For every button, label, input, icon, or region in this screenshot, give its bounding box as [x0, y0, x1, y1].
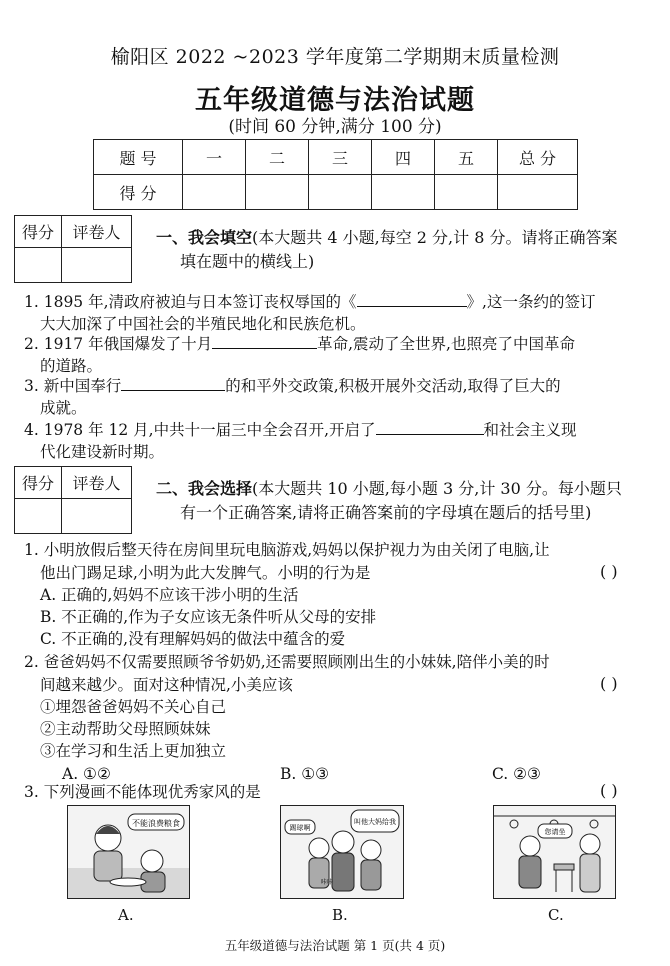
- q2-cont: 的道路。: [40, 357, 103, 375]
- option-b: B. ①③: [280, 765, 330, 783]
- cartoon-a[interactable]: [67, 805, 190, 899]
- score-row-label: 得 分: [94, 175, 183, 210]
- answer-blank[interactable]: [121, 374, 225, 391]
- cartoon-b[interactable]: [280, 805, 404, 899]
- statement-1: ①埋怨爸爸妈妈不关心自己: [40, 698, 227, 716]
- speech-bubble: 不能浪费粮食: [132, 819, 180, 828]
- q1-text: 》,这一条约的签订: [466, 293, 596, 311]
- speech-bubble: 咔咔: [321, 879, 334, 886]
- q4-cont: 代化建设新时期。: [40, 443, 165, 461]
- answer-blank[interactable]: [357, 290, 467, 307]
- choice-question-2-cont: 间越来越少。面对这种情况,小美应该: [40, 676, 293, 694]
- grader-score-label: 得分: [15, 467, 62, 499]
- fill-question-1: [24, 290, 664, 314]
- section2-desc: (本大题共 10 小题,每小题 3 分,计 30 分。每小题只: [252, 479, 622, 498]
- fill-question-4: [24, 418, 664, 442]
- choice-question-2: 2. 爸爸妈妈不仅需要照顾爷爷奶奶,还需要照顾刚出生的小妹妹,陪伴小美的时: [24, 653, 550, 671]
- choice-question-1-cont: 他出门踢足球,小明为此大发脾气。小明的行为是: [40, 564, 371, 582]
- choice-question-3: 3. 下列漫画不能体现优秀家风的是: [24, 783, 261, 801]
- page-footer: 五年级道德与法治试题 第 1 页(共 4 页): [224, 938, 446, 953]
- cartoon-b-caption: B.: [332, 906, 348, 924]
- q3-text: 3. 新中国奉行: [24, 377, 122, 395]
- q1-text: 1. 1895 年,清政府被迫与日本签订丧权辱国的《: [24, 293, 357, 311]
- score-table-header: 题 号: [94, 140, 183, 175]
- q2-text: 革命,震动了全世界,也照亮了中国革命: [317, 335, 575, 353]
- score-cell[interactable]: [246, 175, 309, 210]
- cartoon-c-caption: C.: [548, 906, 564, 924]
- q3-cont: 成就。: [40, 399, 87, 417]
- section2-title: 二、我会选择: [156, 479, 253, 498]
- option-c: C. 不正确的,没有理解妈妈的做法中蕴含的爱: [40, 630, 346, 648]
- fill-question-2: [24, 332, 664, 356]
- section2-heading: [156, 477, 661, 501]
- option-a: A. ①②: [62, 765, 111, 783]
- answer-paren[interactable]: ( ): [600, 674, 618, 693]
- score-cell[interactable]: [435, 175, 498, 210]
- grader-name-cell[interactable]: [62, 248, 132, 283]
- section1-heading: [156, 226, 661, 250]
- speech-bubble: 叫他大妈给我: [354, 818, 396, 826]
- grader-score-cell[interactable]: [15, 499, 62, 534]
- q1-cont: 大大加深了中国社会的半殖民地化和民族危机。: [40, 315, 366, 333]
- score-table: [93, 139, 578, 210]
- score-table-header: 五: [435, 140, 498, 175]
- section1-desc-2: 填在题中的横线上): [180, 252, 315, 271]
- grader-box: [14, 466, 132, 534]
- cartoon-b-drawing: [281, 806, 403, 898]
- exam-title: 五年级道德与法治试题: [195, 85, 475, 116]
- cartoon-a-caption: A.: [118, 906, 134, 924]
- answer-paren[interactable]: ( ): [600, 781, 618, 800]
- choice-question-1: 1. 小明放假后整天待在房间里玩电脑游戏,妈妈以保护视力为由关闭了电脑,让: [24, 541, 550, 559]
- q3-text: 的和平外交政策,积极开展外交活动,取得了巨大的: [225, 377, 561, 395]
- exam-subtitle: (时间 60 分钟,满分 100 分): [228, 117, 442, 137]
- cartoon-c-drawing: [494, 806, 615, 898]
- score-cell[interactable]: [372, 175, 435, 210]
- grader-score-label: 得分: [15, 216, 62, 248]
- cartoon-c[interactable]: [493, 805, 616, 899]
- score-cell[interactable]: [498, 175, 578, 210]
- grader-box: [14, 215, 132, 283]
- q2-text: 2. 1917 年俄国爆发了十月: [24, 335, 213, 353]
- section1-desc: (本大题共 4 小题,每空 2 分,计 8 分。请将正确答案: [252, 228, 618, 247]
- statement-3: ③在学习和生活上更加独立: [40, 742, 227, 760]
- q4-text: 和社会主义现: [483, 421, 577, 439]
- option-c: C. ②③: [492, 765, 541, 783]
- score-table-header: 四: [372, 140, 435, 175]
- score-table-header: 二: [246, 140, 309, 175]
- answer-blank[interactable]: [376, 418, 484, 435]
- score-table-header: 一: [183, 140, 246, 175]
- score-table-header: 总 分: [498, 140, 578, 175]
- speech-bubble: 您请坐: [544, 828, 566, 836]
- grader-name-label: 评卷人: [62, 216, 132, 248]
- statement-2: ②主动帮助父母照顾妹妹: [40, 720, 211, 738]
- speech-bubble: 踢球啊: [289, 824, 311, 832]
- grader-name-cell[interactable]: [62, 499, 132, 534]
- section1-title: 一、我会填空: [156, 228, 253, 247]
- score-table-header: 三: [309, 140, 372, 175]
- score-cell[interactable]: [183, 175, 246, 210]
- cartoon-a-drawing: [68, 806, 189, 898]
- grader-score-cell[interactable]: [15, 248, 62, 283]
- option-b: B. 不正确的,作为子女应该无条件听从父母的安排: [40, 608, 377, 626]
- section2-desc-2: 有一个正确答案,请将正确答案前的字母填在题后的括号里): [180, 503, 592, 522]
- exam-header: 榆阳区 2022 ~2023 学年度第二学期期末质量检测: [110, 46, 560, 68]
- fill-question-3: [24, 374, 664, 398]
- option-a: A. 正确的,妈妈不应该干涉小明的生活: [40, 586, 299, 604]
- grader-name-label: 评卷人: [62, 467, 132, 499]
- answer-paren[interactable]: ( ): [600, 562, 618, 581]
- answer-blank[interactable]: [212, 332, 317, 349]
- q4-text: 4. 1978 年 12 月,中共十一届三中全会召开,开启了: [24, 421, 376, 439]
- score-cell[interactable]: [309, 175, 372, 210]
